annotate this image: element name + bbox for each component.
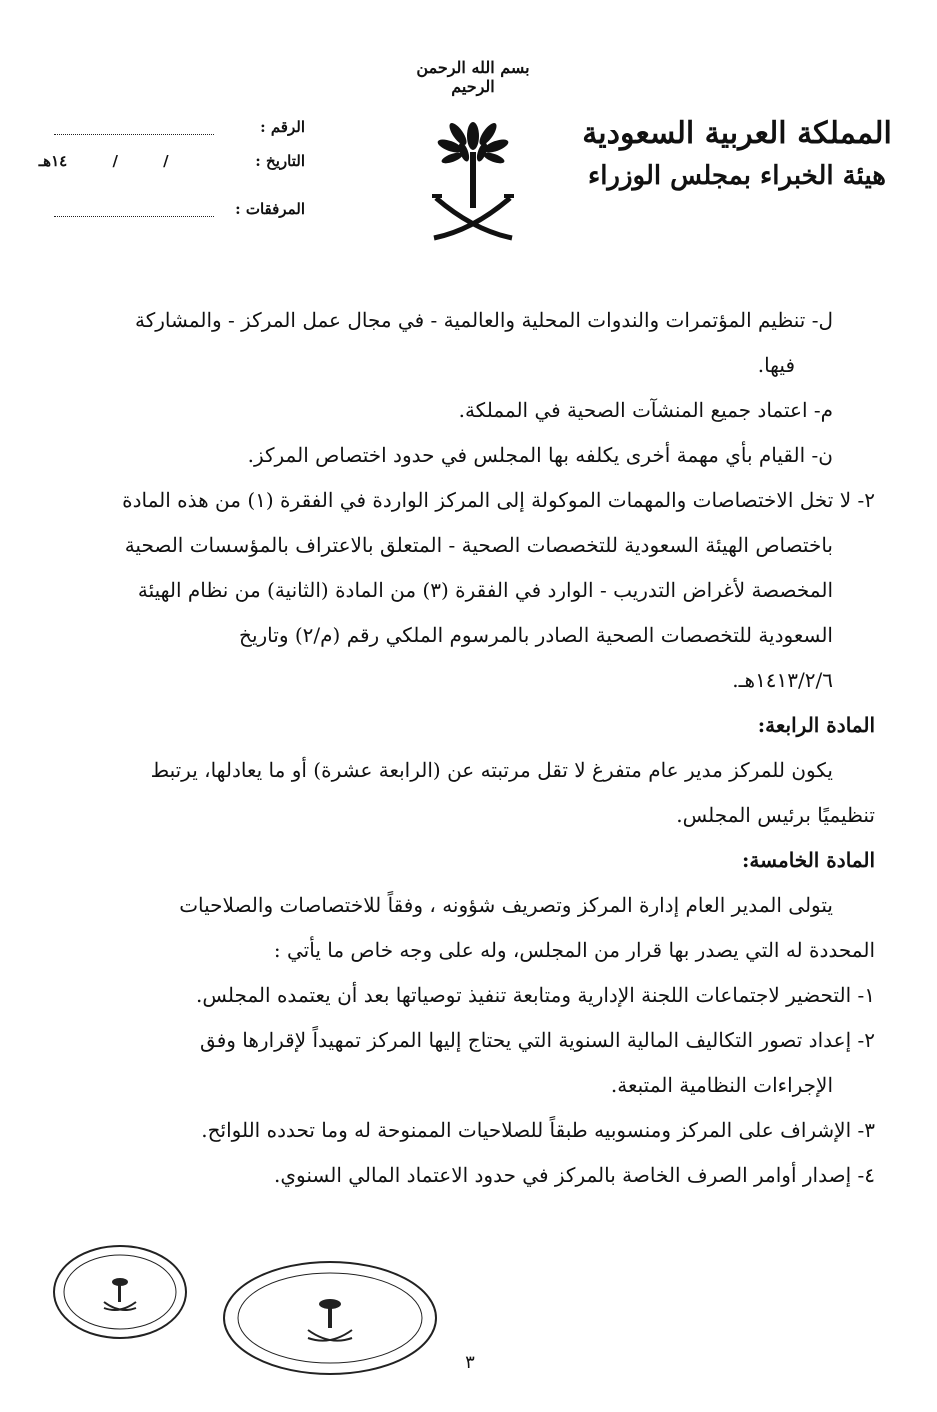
article-5-item-2: ٢- إعداد تصور التكاليف المالية السنوية التي يحتاج إليها المركز تمهيداً لإقرارها وفق [200,1028,875,1052]
official-stamp [220,1258,440,1378]
paragraph-item-l-cont: فيها. [757,353,795,377]
reference-label: الرقم : [260,118,305,136]
attachments-line [54,204,214,217]
authority-name: هيئة الخبراء بمجلس الوزراء [587,161,886,191]
saudi-palm-swords-emblem-icon [428,108,518,248]
date-separator: / [163,152,169,170]
attachments-label: المرفقات : [235,200,305,218]
official-stamp [50,1242,190,1342]
paragraph-item-2: ١٤١٣/٢/٦هـ. [732,668,833,692]
date-slots [39,152,214,170]
date-suffix: ١٤هـ [38,152,68,170]
letterhead-title [577,112,897,196]
paragraph-item-l: ل- تنظيم المؤتمرات والندوات المحلية والعالمية - في مجال عمل المركز - والمشاركة [134,308,833,332]
date-label: التاريخ : [255,152,305,170]
paragraph-item-2: المخصصة لأغراض التدريب - الوارد في الفقرة (٣) من المادة (الثانية) من نظام الهيئة [137,578,833,602]
article-5-item-1: ١- التحضير لاجتماعات اللجنة الإدارية ومتابعة تنفيذ توصياتها بعد أن يعتمده المجلس. [195,983,875,1007]
article-5-text: يتولى المدير العام إدارة المركز وتصريف شؤونه ، وفقاً للاختصاصات والصلاحيات [179,893,833,917]
reference-field [35,118,305,136]
article-4-text: تنظيميًا برئيس المجلس. [676,803,875,827]
paragraph-item-m: م- اعتماد جميع المنشآت الصحية في المملكة. [458,398,833,422]
article-5-item-2: الإجراءات النظامية المتبعة. [610,1073,833,1097]
paragraph-item-2: السعودية للتخصصات الصحية الصادر بالمرسوم الملكي رقم (م/٢) وتاريخ [239,623,833,647]
paragraph-item-n: ن- القيام بأي مهمة أخرى يكلفه بها المجلس في حدود اختصاص المركز. [247,443,833,467]
kingdom-name: المملكة العربية السعودية [582,116,892,151]
page-number: ٣ [465,1352,475,1373]
article-4-text: يكون للمركز مدير عام متفرغ لا تقل مرتبته عن (الرابعة عشرة) أو ما يعادلها، يرتبط [150,758,833,782]
reference-line [54,122,214,135]
article-5-item-4: ٤- إصدار أوامر الصرف الخاصة بالمركز في حدود الاعتماد المالي السنوي. [274,1163,875,1187]
date-field [35,152,305,170]
document-body [60,298,875,1198]
article-5-text: المحددة له التي يصدر بها قرار من المجلس، وله على وجه خاص ما يأتي : [273,938,875,962]
paragraph-item-2: ٢- لا تخل الاختصاصات والمهمات الموكولة إلى المركز الواردة في الفقرة (١) من هذه المادة [122,488,875,512]
article-5-heading: المادة الخامسة: [742,848,875,872]
basmala: بسم الله الرحمن الرحيم [416,58,530,96]
date-separator: / [112,152,118,170]
paragraph-item-2: باختصاص الهيئة السعودية للتخصصات الصحية - المتعلق بالاعتراف بالمؤسسات الصحية [124,533,833,557]
article-4-heading: المادة الرابعة: [757,713,875,737]
article-5-item-3: ٣- الإشراف على المركز ومنسوبيه طبقاً للصلاحيات الممنوحة له وما تحدده اللوائح. [201,1118,875,1142]
attachments-field [35,200,305,218]
